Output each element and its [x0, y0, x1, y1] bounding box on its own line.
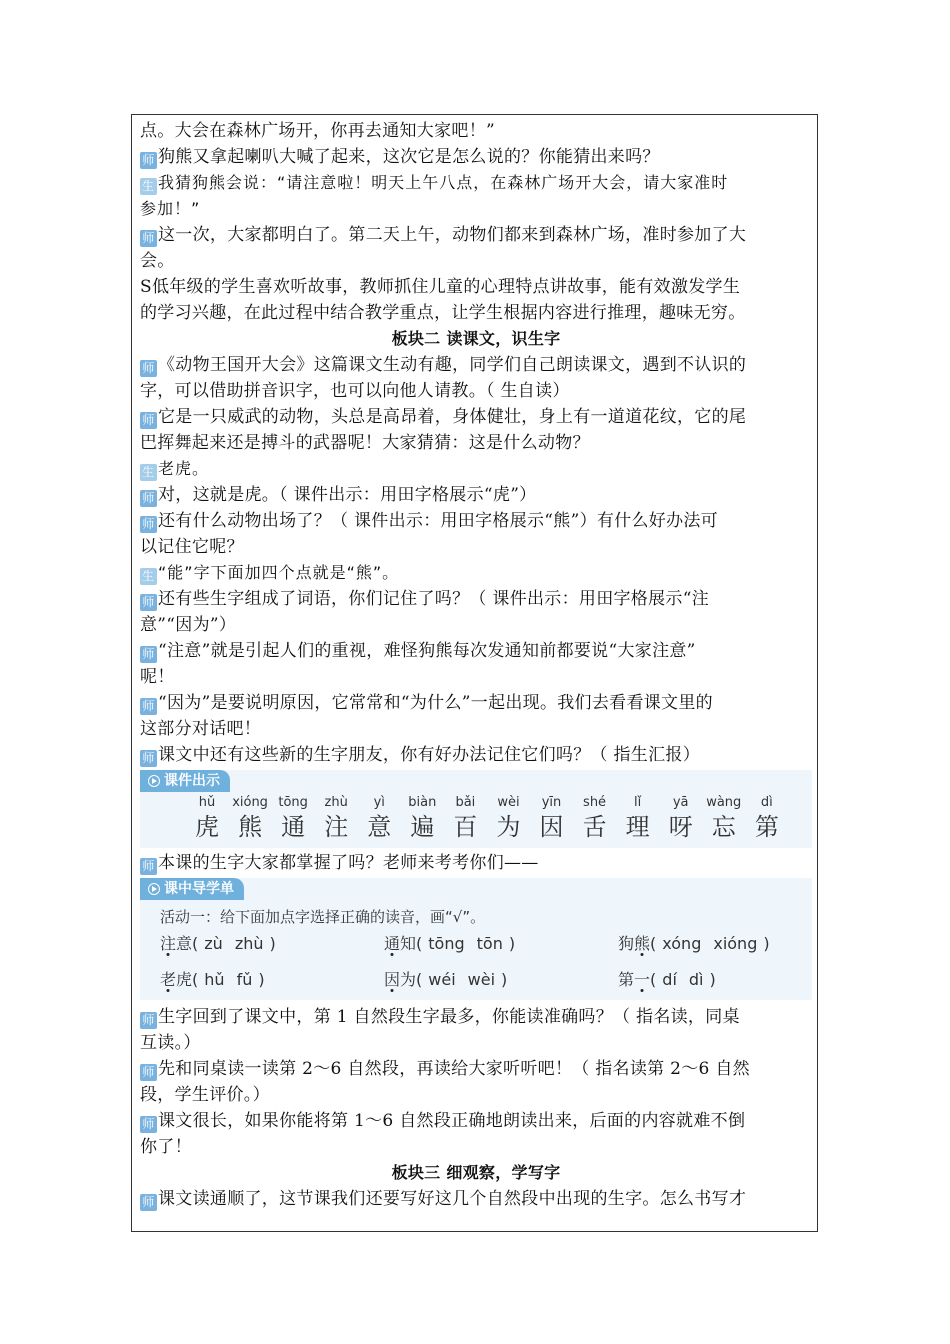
paren: )	[763, 934, 770, 953]
study-sheet-title: 课中导学单	[140, 878, 244, 900]
paren: )	[269, 934, 276, 953]
character-pinyin: wàng	[706, 795, 742, 810]
text-line: 点。大会在森林广场开，你再去通知大家吧！”	[140, 121, 495, 141]
character-pinyin: xióng	[232, 795, 268, 810]
teacher-tag-icon: 师	[140, 1194, 157, 1211]
teacher-tag-icon: 师	[140, 490, 157, 507]
character-pinyin: yīn	[541, 795, 562, 810]
exercise-char: 因	[384, 970, 401, 989]
paren: )	[508, 934, 516, 953]
exercise-item	[384, 967, 618, 993]
text-line: 参加！”	[140, 199, 201, 218]
exercise-char: 知	[400, 934, 417, 953]
text-line: 你了！	[140, 1137, 192, 1157]
teacher-tag-icon: 师	[140, 516, 157, 533]
new-character	[405, 794, 439, 842]
teacher-line: 师 还有些生字组成了词语，你们记住了吗？（ 课件出示：用田字格展示“注	[140, 586, 812, 612]
new-character	[750, 794, 784, 842]
new-character	[621, 794, 655, 842]
teacher-tag-icon: 师	[140, 750, 157, 767]
paren: )	[258, 970, 265, 989]
exercise-char: 老	[160, 970, 177, 989]
character-pinyin: wèi	[497, 795, 520, 810]
teacher-line: 师 这一次，大家都明白了。第二天上午，动物们都来到森林广场，准时参加了大	[140, 222, 812, 248]
teacher-tag-icon: 师	[140, 412, 157, 429]
teacher-tag-icon: 师	[140, 858, 157, 875]
new-characters-row	[140, 792, 812, 848]
exercise-item	[384, 931, 618, 957]
teacher-line: 师 它是一只威武的动物，头总是高昂着，身体健壮，身上有一道道花纹，它的尾	[140, 404, 812, 430]
paren: )	[709, 970, 716, 989]
reading-option: dí	[662, 970, 677, 989]
paren: (	[416, 970, 423, 989]
teacher-tag-icon: 师	[140, 1064, 157, 1081]
new-character	[190, 794, 224, 842]
new-character	[707, 794, 741, 842]
character-pinyin: yā	[672, 795, 689, 810]
exercise-char: 熊	[634, 934, 651, 953]
reading-option: fǔ	[236, 970, 253, 989]
reading-option: tōng	[428, 934, 465, 953]
teacher-tag-icon: 师	[140, 1012, 157, 1029]
exercise-char: 第	[618, 970, 635, 989]
teacher-line: 师 “注意”就是引起人们的重视，难怪狗熊每次发通知前都要说“大家注意”	[140, 638, 812, 664]
teacher-line: 师 对，这就是虎。（ 课件出示：用田字格展示“虎”）	[140, 482, 812, 508]
design-note-line: S低年级的学生喜欢听故事，教师抓住儿童的心理特点讲故事，能有效激发学生	[140, 277, 741, 297]
character-hanzi: 舌	[582, 813, 607, 841]
play-icon	[148, 775, 160, 787]
exercise-char: 虎	[176, 970, 193, 989]
new-character	[319, 794, 353, 842]
exercise-char: 为	[400, 970, 417, 989]
student-line: 生 老虎。	[141, 459, 210, 479]
student-line: 生 “能”字下面加四个点就是“熊”。	[141, 563, 400, 583]
courseware-panel	[140, 770, 812, 848]
character-hanzi: 通	[281, 813, 306, 841]
character-pinyin: bǎi	[455, 795, 476, 810]
activity-instruction: 活动一：给下面加点字选择正确的读音，画“√”。	[160, 908, 486, 926]
text-line: 意”“因为”）	[140, 615, 237, 635]
character-hanzi: 熊	[238, 813, 263, 841]
reading-option: xóng	[662, 934, 702, 953]
reading-option: wéi	[428, 970, 456, 989]
text-line: 以记住它呢？	[140, 537, 244, 557]
teacher-line: 师 课文读通顺了，这节课我们还要写好这几个自然段中出现的生字。怎么书写才	[140, 1186, 812, 1212]
text-line: 字，可以借助拼音识字，也可以向他人请教。（ 生自读）	[140, 381, 570, 401]
exercise-char: 意	[176, 934, 193, 953]
character-pinyin: tōng	[278, 795, 308, 810]
courseware-title: 课件出示	[140, 770, 230, 792]
lesson-content	[140, 118, 812, 1212]
character-hanzi: 呀	[668, 813, 693, 841]
teacher-tag-icon: 师	[140, 152, 157, 169]
new-character	[578, 794, 612, 842]
text-line: 互读。）	[140, 1033, 201, 1053]
new-character	[362, 794, 396, 842]
exercise-char: 注	[160, 934, 177, 953]
section-heading: 板块三 细观察，学写字	[391, 1163, 561, 1182]
new-character	[491, 794, 525, 842]
reading-option: xióng	[713, 934, 758, 953]
teacher-tag-icon: 师	[140, 698, 157, 715]
exercise-item	[160, 967, 384, 993]
character-hanzi: 为	[496, 813, 521, 841]
exercise-item	[618, 931, 818, 957]
character-hanzi: 注	[324, 813, 349, 841]
reading-option: hǔ	[204, 970, 225, 989]
new-character	[233, 794, 267, 842]
character-pinyin: yì	[373, 795, 385, 810]
paren: (	[192, 934, 199, 953]
text-line: 段，学生评价。）	[140, 1085, 270, 1105]
character-hanzi: 理	[625, 813, 650, 841]
exercise-item	[160, 931, 384, 957]
new-character	[448, 794, 482, 842]
student-tag-icon: 生	[141, 569, 155, 583]
new-character	[664, 794, 698, 842]
character-pinyin: biàn	[408, 795, 437, 810]
student-tag-icon: 生	[141, 465, 155, 479]
teacher-line: 师 “因为”是要说明原因，它常常和“为什么”一起出现。我们去看看课文里的	[140, 690, 812, 716]
design-note-line: 的学习兴趣，在此过程中结合教学重点，让学生根据内容进行推理，趣味无穷。	[140, 303, 746, 323]
play-icon	[148, 883, 160, 895]
reading-option: zù	[204, 934, 223, 953]
teacher-tag-icon: 师	[140, 1116, 157, 1133]
teacher-tag-icon: 师	[140, 594, 157, 611]
teacher-line: 师 生字回到了课文中，第 1 自然段生字最多，你能读准确吗？（ 指名读，同桌	[140, 1004, 812, 1030]
text-line: 巴挥舞起来还是搏斗的武器呢！大家猜猜：这是什么动物？	[140, 433, 590, 453]
teacher-tag-icon: 师	[140, 360, 157, 377]
teacher-line: 师 课文中还有这些新的生字朋友，你有好办法记住它们吗？（ 指生汇报）	[140, 742, 812, 768]
exercise-grid	[140, 931, 812, 999]
teacher-line: 师 狗熊又拿起喇叭大喊了起来，这次它是怎么说的？你能猜出来吗？	[140, 144, 812, 170]
paren: (	[416, 934, 423, 953]
character-hanzi: 遍	[410, 813, 435, 841]
paren: (	[650, 970, 657, 989]
student-line: 生 我猜狗熊会说：“请注意啦！明天上午八点，在森林广场开大会，请大家准时	[141, 173, 729, 193]
paren: )	[501, 970, 508, 989]
study-sheet-panel	[140, 878, 812, 1000]
exercise-item	[618, 967, 818, 993]
character-hanzi: 百	[453, 813, 478, 841]
section-heading: 板块二 读课文，识生字	[391, 329, 561, 348]
teacher-line: 师 《动物王国开大会》这篇课文生动有趣，同学们自己朗读课文，遇到不认识的	[140, 352, 812, 378]
text-line: 呢！	[140, 667, 175, 687]
reading-option: tōn	[476, 934, 503, 953]
exercise-char: 一	[634, 970, 651, 989]
character-pinyin: lǐ	[634, 795, 642, 810]
teacher-tag-icon: 师	[140, 230, 157, 247]
new-character	[276, 794, 310, 842]
teacher-line: 师 课文很长，如果你能将第 1～6 自然段正确地朗读出来，后面的内容就难不倒	[140, 1108, 812, 1134]
character-hanzi: 意	[367, 813, 392, 841]
character-pinyin: dì	[760, 795, 773, 810]
character-pinyin: shé	[583, 795, 607, 810]
text-line: 这部分对话吧！	[140, 719, 262, 739]
text-line: 会。	[140, 251, 175, 271]
teacher-tag-icon: 师	[140, 646, 157, 663]
reading-option: zhù	[234, 934, 264, 953]
character-hanzi: 忘	[711, 813, 736, 841]
character-hanzi: 第	[754, 813, 779, 841]
character-hanzi: 虎	[195, 813, 219, 841]
paren: (	[192, 970, 199, 989]
character-pinyin: zhù	[324, 795, 348, 810]
reading-option: dì	[688, 970, 704, 989]
character-pinyin: hǔ	[198, 795, 216, 810]
teacher-line: 师 先和同桌读一读第 2～6 自然段，再读给大家听听吧！（ 指名读第 2～6 自然	[140, 1056, 812, 1082]
exercise-char: 通	[384, 934, 401, 953]
teacher-line: 师 本课的生字大家都掌握了吗？老师来考考你们——	[140, 850, 812, 876]
new-character	[535, 794, 569, 842]
paren: (	[650, 934, 657, 953]
student-tag-icon: 生	[141, 179, 155, 193]
teacher-line: 师 还有什么动物出场了？（ 课件出示：用田字格展示“熊”）有什么好办法可	[140, 508, 812, 534]
reading-option: wèi	[467, 970, 496, 989]
character-hanzi: 因	[539, 813, 564, 841]
exercise-char: 狗	[618, 934, 635, 953]
